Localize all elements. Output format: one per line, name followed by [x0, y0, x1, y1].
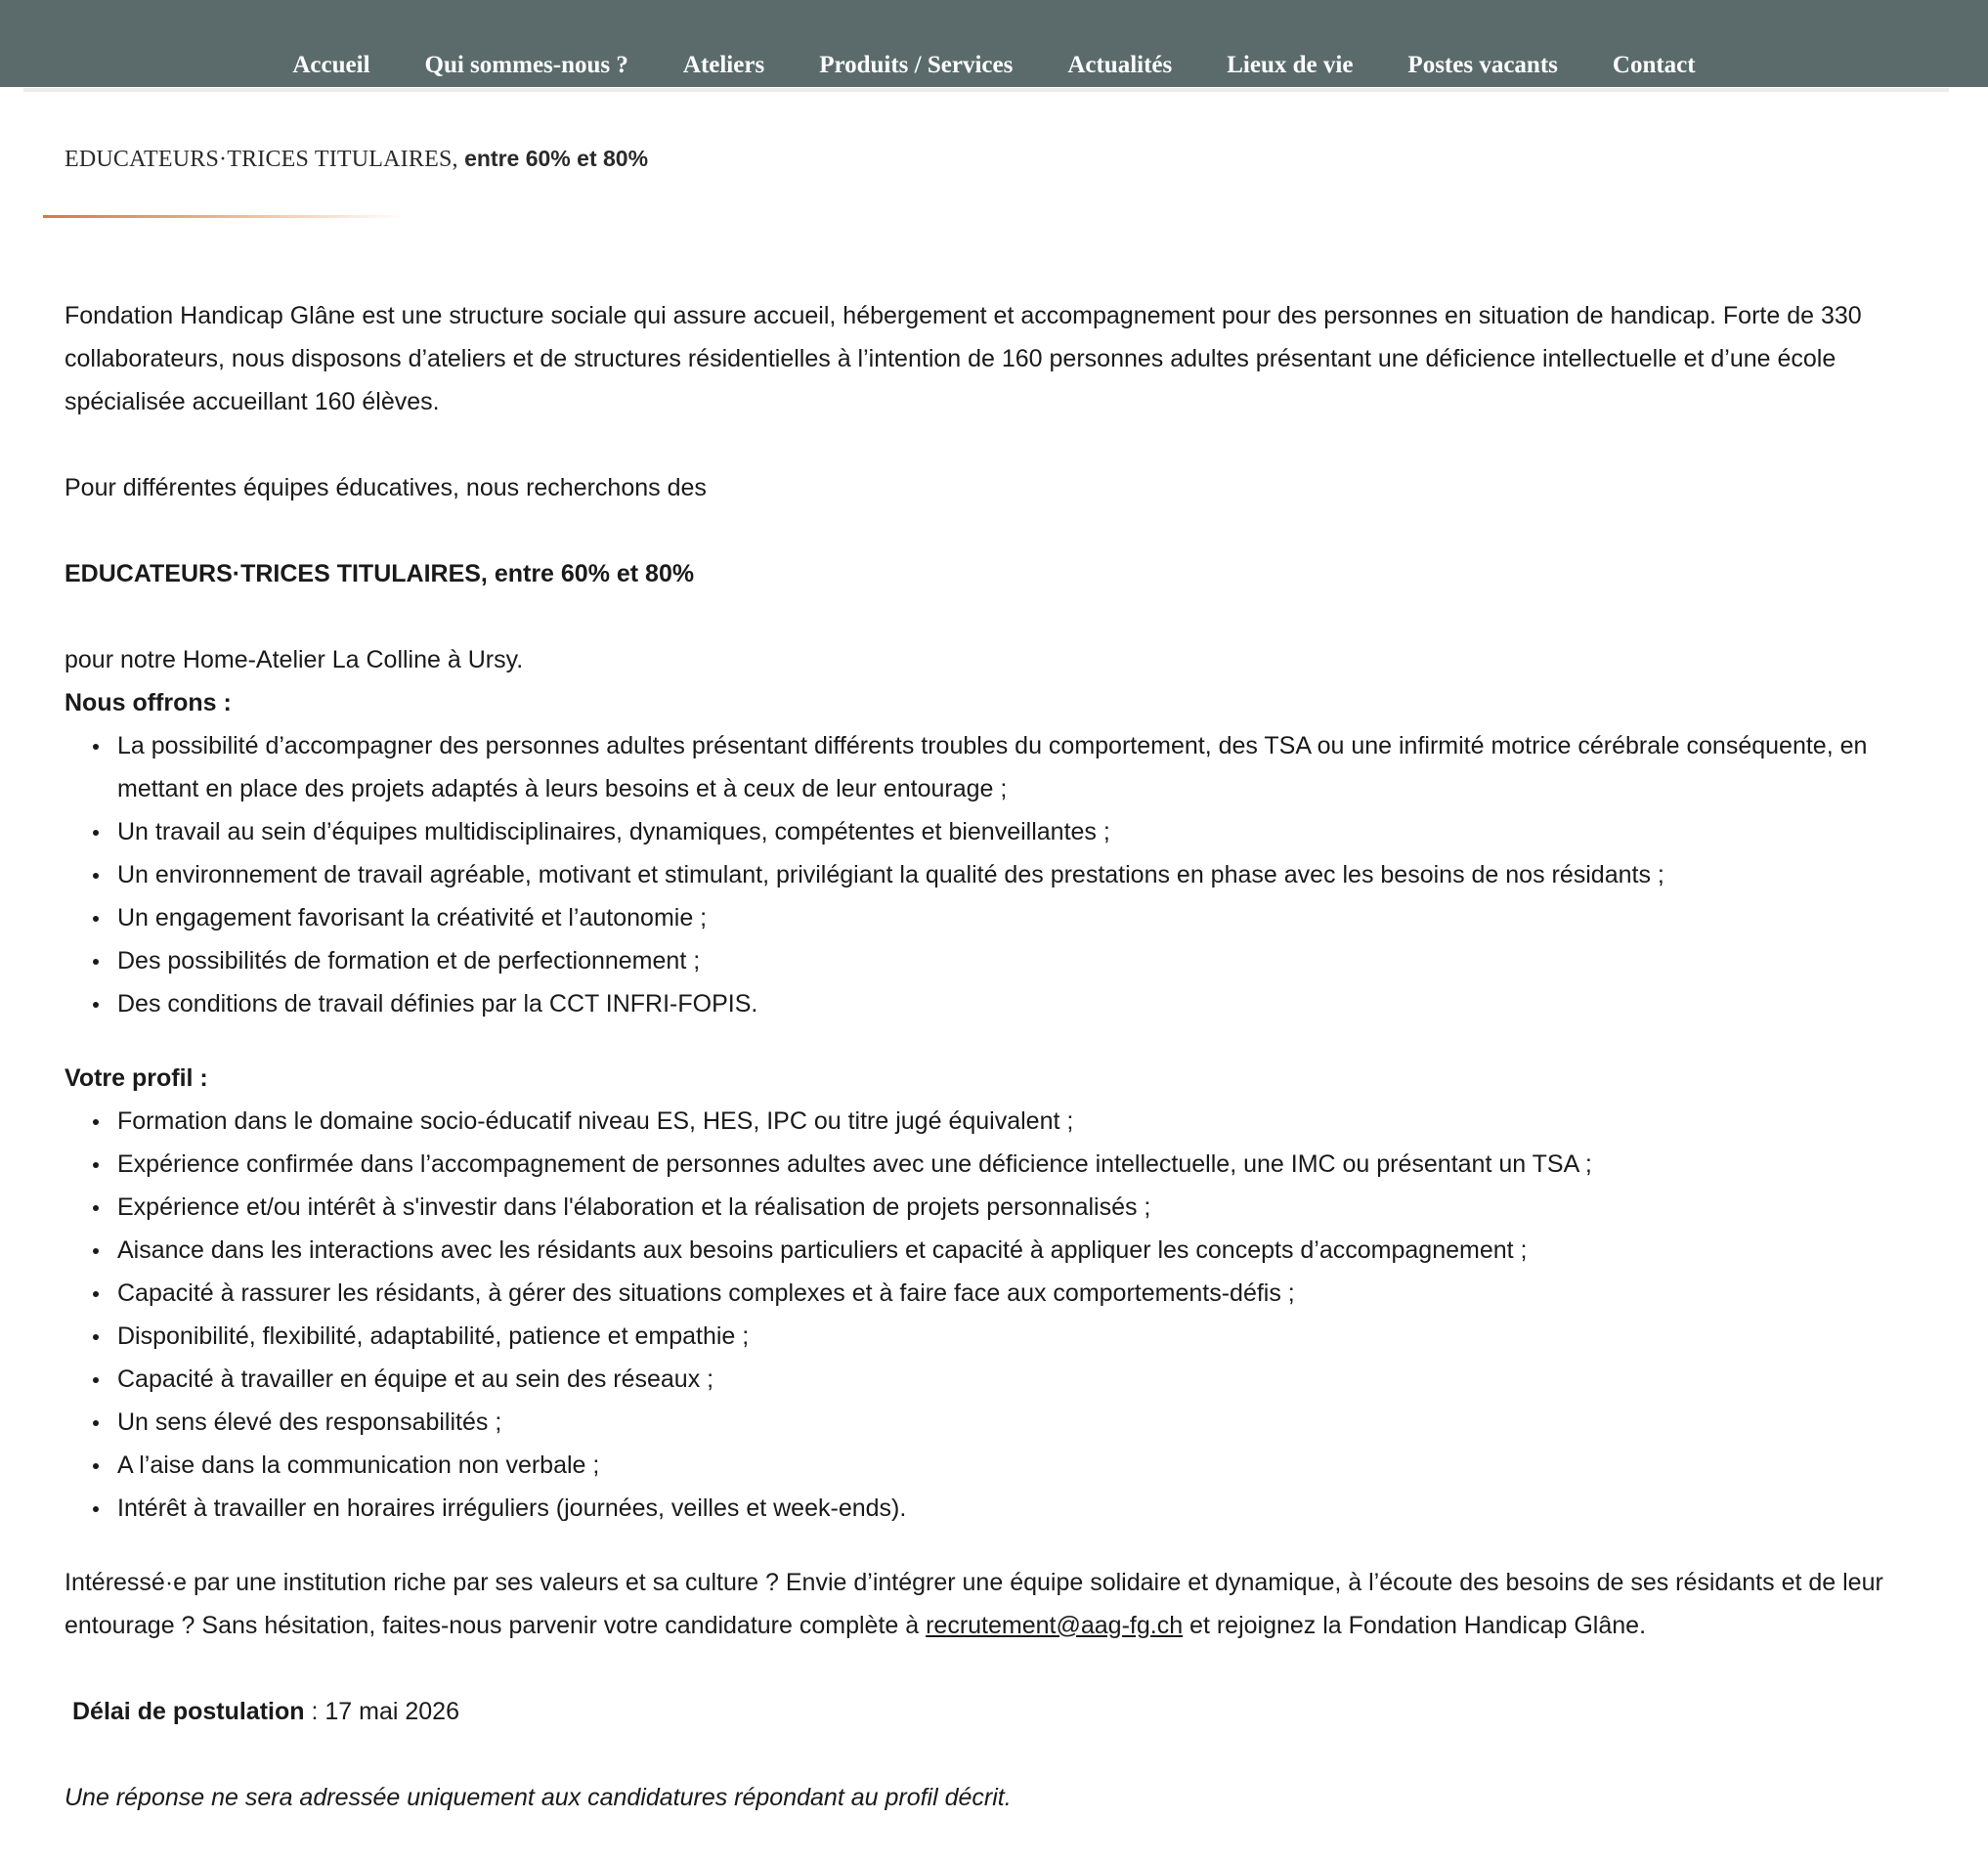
list-item: Expérience confirmée dans l’accompagnement de personnes adultes avec une déficience intellectuelle, une IMC ou présentant un TSA ; — [65, 1143, 1941, 1186]
nav-item-qui-sommes-nous[interactable]: Qui sommes-nous ? — [424, 52, 628, 78]
nav-item-actualites[interactable]: Actualités — [1067, 52, 1173, 78]
offer-list — [65, 724, 1941, 1025]
list-item: Intérêt à travailler en horaires irréguliers (journées, veilles et week-ends). — [65, 1487, 1941, 1530]
page-title-main: EDUCATEURS·TRICES TITULAIRES, — [65, 147, 458, 172]
disclaimer: Une réponse ne sera adressée uniquement aux candidatures répondant au profil décrit. — [65, 1783, 1012, 1811]
email-link[interactable]: recrutement@aag-fg.ch — [926, 1611, 1184, 1639]
profile-list — [65, 1100, 1941, 1530]
nav-item-produits-services[interactable]: Produits / Services — [819, 52, 1014, 78]
offer-heading: Nous offrons : — [65, 688, 232, 716]
location-text: pour notre Home-Atelier La Colline à Ursy. — [65, 645, 524, 673]
closing-text-before: Intéressé·e par une institution riche par ses valeurs et sa culture ? Envie d’intégrer une équipe solidaire et dynamique, à l’écoute des besoins de ses résidants et de leur entourage ? Sans hésitation, faites-nous parvenir votre candidature complète à — [65, 1568, 1883, 1639]
list-item: Des possibilités de formation et de perfectionnement ; — [65, 939, 1941, 982]
list-item: Disponibilité, flexibilité, adaptabilité, patience et empathie ; — [65, 1315, 1941, 1358]
deadline-separator: : — [304, 1697, 325, 1725]
nav-item-ateliers[interactable]: Ateliers — [682, 52, 765, 78]
list-item: Des conditions de travail définies par la CCT INFRI-FOPIS. — [65, 982, 1941, 1025]
list-item: Un engagement favorisant la créativité et l’autonomie ; — [65, 896, 1941, 939]
list-item: Capacité à travailler en équipe et au sein des réseaux ; — [65, 1358, 1941, 1401]
page-title-sub: entre 60% et 80% — [457, 146, 649, 171]
list-item: La possibilité d’accompagner des personnes adultes présentant différents troubles du comportement, des TSA ou une infirmité motrice cérébrale conséquente, en mettant en place des projets adaptés à leurs besoins et à ceux de leur entourage ; — [65, 724, 1941, 810]
list-item: Formation dans le domaine socio-éducatif niveau ES, HES, IPC ou titre jugé équivalent ; — [65, 1100, 1941, 1143]
page-title — [65, 143, 1941, 177]
main-nav — [0, 0, 1988, 87]
list-item: A l’aise dans la communication non verbale ; — [65, 1444, 1941, 1487]
list-item: Capacité à rassurer les résidants, à gérer des situations complexes et à faire face aux comportements-défis ; — [65, 1272, 1941, 1315]
profile-heading: Votre profil : — [65, 1063, 208, 1092]
position-title: EDUCATEURS·TRICES TITULAIRES, entre 60% et 80% — [65, 559, 695, 587]
list-item: Un sens élevé des responsabilités ; — [65, 1401, 1941, 1444]
nav-item-contact[interactable]: Contact — [1612, 52, 1696, 78]
title-underline — [43, 215, 405, 218]
nav-divider — [23, 88, 1949, 92]
deadline — [65, 1690, 1941, 1733]
closing-text-after: et rejoignez la Fondation Handicap Glâne. — [1183, 1611, 1647, 1639]
list-item: Un environnement de travail agréable, motivant et stimulant, privilégiant la qualité des prestations en phase avec les besoins de nos résidants ; — [65, 853, 1941, 896]
nav-item-postes-vacants[interactable]: Postes vacants — [1380, 53, 1584, 87]
deadline-label: Délai de postulation — [72, 1697, 305, 1725]
nav-item-lieux-de-vie[interactable]: Lieux de vie — [1227, 52, 1354, 78]
closing-paragraph — [65, 1561, 1941, 1647]
deadline-value: 17 mai 2026 — [324, 1697, 459, 1725]
intro-paragraph: Fondation Handicap Glâne est une structure sociale qui assure accueil, hébergement et accompagnement pour des personnes en situation de handicap. Forte de 330 collaborateurs, nous disposons d’ateliers et de structures résidentielles à l’intention de 160 personnes adultes présentant une déficience intellectuelle et d’une école spécialisée accueillant 160 élèves. — [65, 301, 1862, 415]
nav-item-accueil[interactable]: Accueil — [292, 52, 370, 78]
list-item: Un travail au sein d’équipes multidisciplinaires, dynamiques, compétentes et bienveillantes ; — [65, 810, 1941, 853]
search-intro: Pour différentes équipes éducatives, nous recherchons des — [65, 473, 707, 501]
list-item: Expérience et/ou intérêt à s'investir dans l'élaboration et la réalisation de projets personnalisés ; — [65, 1186, 1941, 1229]
job-posting — [65, 143, 1941, 1819]
list-item: Aisance dans les interactions avec les résidants aux besoins particuliers et capacité à appliquer les concepts d’accompagnement ; — [65, 1229, 1941, 1272]
